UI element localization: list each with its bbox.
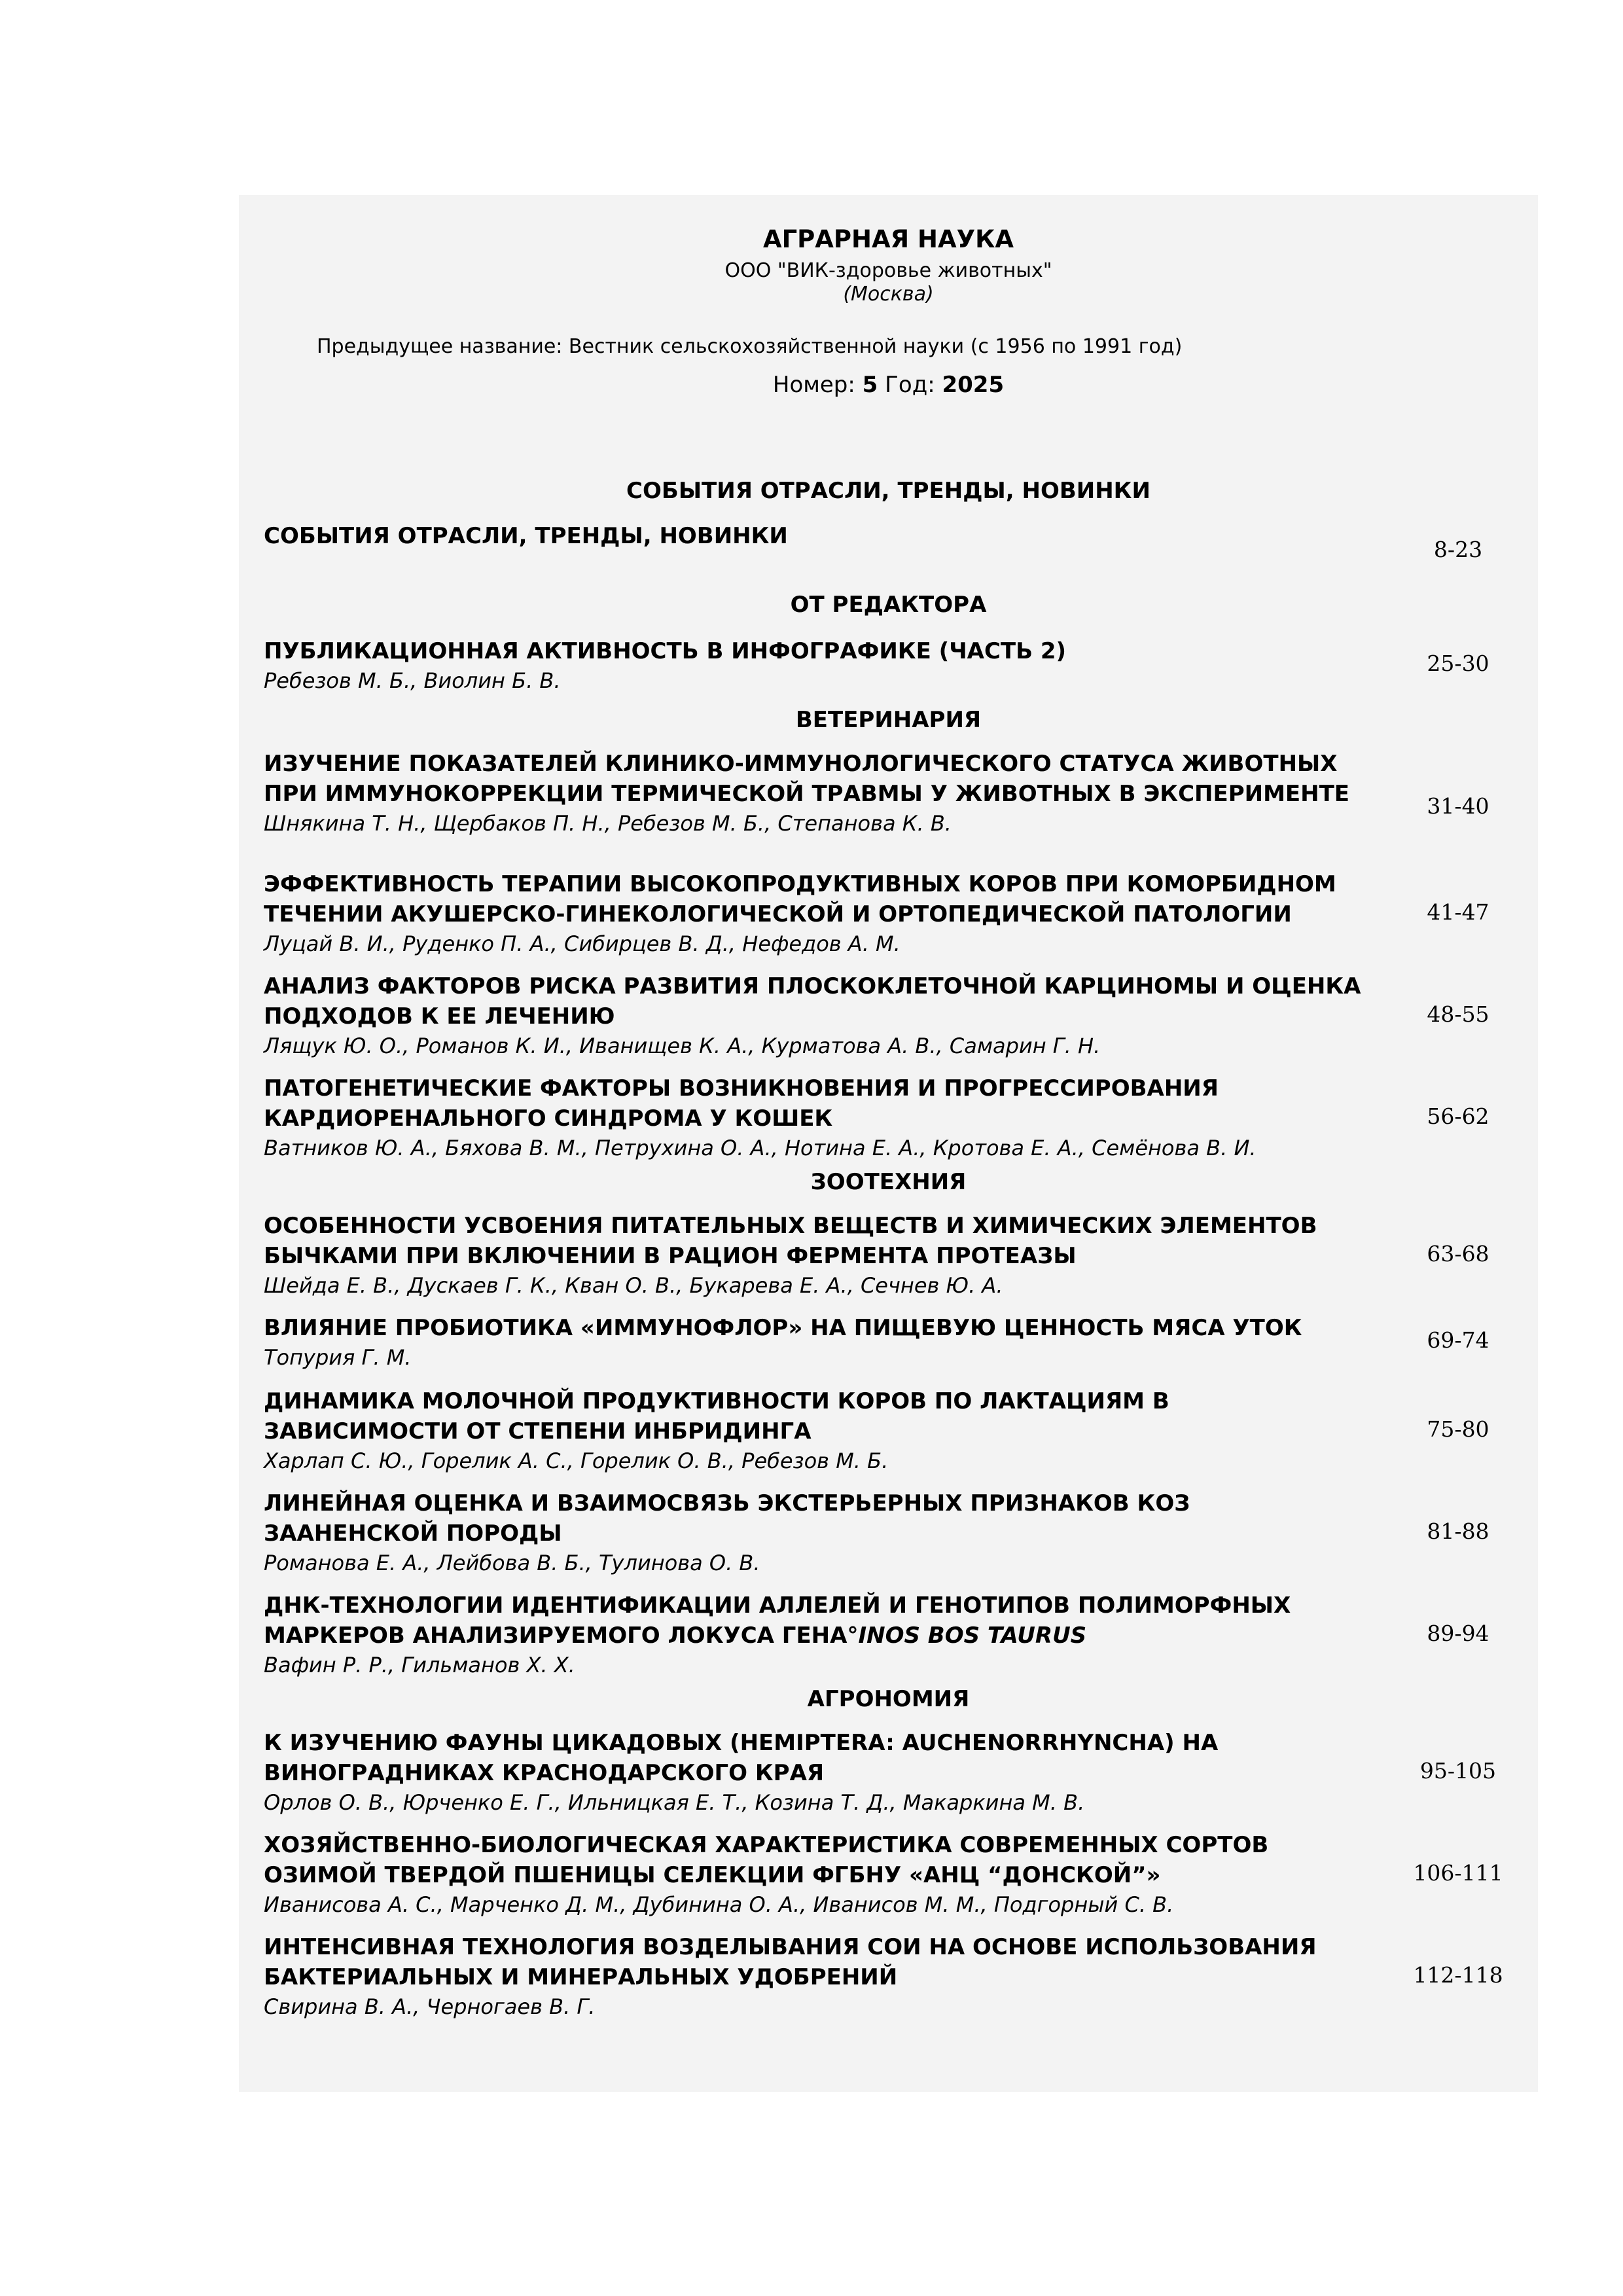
- article-title[interactable]: ДИНАМИКА МОЛОЧНОЙ ПРОДУКТИВНОСТИ КОРОВ ПО ЛАКТАЦИЯМ В ЗАВИСИМОСТИ ОТ СТЕПЕНИ ИНБРИДИНГА: [264, 1388, 1169, 1444]
- section-heading: АГРОНОМИЯ: [807, 1686, 970, 1712]
- article-title[interactable]: ПУБЛИКАЦИОННАЯ АКТИВНОСТЬ В ИНФОГРАФИКЕ (ЧАСТЬ 2): [264, 638, 1067, 664]
- toc-entry[interactable]: [264, 1211, 1494, 1300]
- toc-entry[interactable]: [264, 1386, 1494, 1475]
- article-pages: 63-68: [1427, 1241, 1489, 1266]
- article-authors: Свирина В. А., Черногаев В. Г.: [264, 1994, 596, 2019]
- article-pages: 48-55: [1427, 1001, 1489, 1027]
- article-title[interactable]: ИЗУЧЕНИЕ ПОКАЗАТЕЛЕЙ КЛИНИКО-ИММУНОЛОГИЧЕСКОГО СТАТУСА ЖИВОТНЫХ ПРИ ИММУНОКОРРЕКЦИИ ТЕРМИЧЕСКОЙ ТРАВМЫ У ЖИВОТНЫХ В ЭКСПЕРИМЕНТЕ: [264, 751, 1350, 807]
- article-pages: 81-88: [1427, 1518, 1489, 1544]
- table-of-contents-page: [239, 195, 1538, 2092]
- article-authors: Шнякина Т. Н., Щербаков П. Н., Ребезов М. Б., Степанова К. В.: [264, 811, 952, 836]
- article-authors: Лящук Ю. О., Романов К. И., Иванищев К. А., Курматова А. В., Самарин Г. Н.: [264, 1033, 1101, 1058]
- toc-entry[interactable]: [264, 1728, 1497, 1817]
- article-title[interactable]: ХОЗЯЙСТВЕННО-БИОЛОГИЧЕСКАЯ ХАРАКТЕРИСТИКА СОВРЕМЕННЫХ СОРТОВ ОЗИМОЙ ТВЕРДОЙ ПШЕНИЦЫ СЕЛЕКЦИИ ФГБНУ «АНЦ “ДОНСКОЙ”»: [264, 1832, 1269, 1888]
- article-authors: Вафин Р. Р., Гильманов Х. Х.: [264, 1653, 575, 1677]
- issue-year: 2025: [942, 372, 1005, 398]
- article-pages: 106-111: [1413, 1860, 1503, 1886]
- section-heading: ВЕТЕРИНАРИЯ: [795, 707, 982, 733]
- article-authors: Ватников Ю. А., Бяхова В. М., Петрухина О. А., Нотина Е. А., Кротова Е. А., Семёнова В. И.: [264, 1136, 1257, 1160]
- article-pages: 56-62: [1427, 1103, 1489, 1129]
- toc-entry[interactable]: [264, 971, 1494, 1060]
- article-title[interactable]: СОБЫТИЯ ОТРАСЛИ, ТРЕНДЫ, НОВИНКИ: [264, 523, 788, 549]
- article-authors: Топурия Г. М.: [264, 1345, 412, 1370]
- year-label: Год:: [885, 372, 935, 398]
- article-authors: Луцай В. И., Руденко П. А., Сибирцев В. Д., Нефедов А. М.: [264, 931, 901, 956]
- article-authors: Ребезов М. Б., Виолин Б. В.: [264, 668, 561, 693]
- toc-entry[interactable]: [264, 1590, 1494, 1679]
- toc-entry[interactable]: [264, 1073, 1494, 1162]
- toc-entry[interactable]: [264, 869, 1494, 958]
- article-pages: 69-74: [1427, 1327, 1489, 1353]
- toc-entry[interactable]: [264, 1932, 1503, 2021]
- article-authors: Орлов О. В., Юрченко Е. Г., Ильницкая Е. Т., Козина Т. Д., Макаркина М. В.: [264, 1790, 1085, 1815]
- article-pages: 112-118: [1413, 1962, 1503, 1988]
- toc-entry[interactable]: [264, 636, 1494, 695]
- publisher-city: (Москва): [843, 283, 934, 306]
- toc-entry[interactable]: [264, 521, 1494, 562]
- article-title[interactable]: К ИЗУЧЕНИЮ ФАУНЫ ЦИКАДОВЫХ (HEMIPTERA: AUCHENORRHYNCHA) НА ВИНОГРАДНИКАХ КРАСНОДАРСКОГО КРАЯ: [264, 1730, 1219, 1786]
- section-heading: ОТ РЕДАКТОРА: [790, 592, 987, 618]
- article-title[interactable]: ОСОБЕННОСТИ УСВОЕНИЯ ПИТАТЕЛЬНЫХ ВЕЩЕСТВ И ХИМИЧЕСКИХ ЭЛЕМЕНТОВ БЫЧКАМИ ПРИ ВКЛЮЧЕНИИ В РАЦИОН ФЕРМЕНТА ПРОТЕАЗЫ: [264, 1213, 1317, 1269]
- article-pages: 95-105: [1419, 1758, 1497, 1784]
- toc-entry[interactable]: [264, 749, 1494, 838]
- issue-number: 5: [862, 372, 878, 398]
- journal-title: АГРАРНАЯ НАУКА: [762, 225, 1014, 253]
- toc-entry[interactable]: [264, 1488, 1494, 1577]
- article-title[interactable]: [264, 1590, 1370, 1651]
- article-title[interactable]: ПАТОГЕНЕТИЧЕСКИЕ ФАКТОРЫ ВОЗНИКНОВЕНИЯ И ПРОГРЕССИРОВАНИЯ КАРДИОРЕНАЛЬНОГО СИНДРОМА У КОШЕК: [264, 1075, 1219, 1132]
- toc-entry[interactable]: [264, 1830, 1503, 1919]
- article-pages: 41-47: [1427, 899, 1489, 925]
- issue-label: Номер:: [772, 372, 855, 398]
- article-title-italic: INOS BOS TAURUS: [858, 1623, 1087, 1649]
- article-title-text: ДНК-ТЕХНОЛОГИИ ИДЕНТИФИКАЦИИ АЛЛЕЛЕЙ И ГЕНОТИПОВ ПОЛИМОРФНЫХ МАРКЕРОВ АНАЛИЗИРУЕМОГО ЛОКУСА ГЕНА°: [264, 1592, 1291, 1649]
- article-title[interactable]: ВЛИЯНИЕ ПРОБИОТИКА «ИММУНОФЛОР» НА ПИЩЕВУЮ ЦЕННОСТЬ МЯСА УТОК: [264, 1315, 1302, 1341]
- article-title[interactable]: АНАЛИЗ ФАКТОРОВ РИСКА РАЗВИТИЯ ПЛОСКОКЛЕТОЧНОЙ КАРЦИНОМЫ И ОЦЕНКА ПОДХОДОВ К ЕЕ ЛЕЧЕНИЮ: [264, 973, 1361, 1030]
- article-pages: 75-80: [1427, 1416, 1489, 1442]
- toc-entry[interactable]: [264, 1313, 1494, 1372]
- article-pages: 89-94: [1427, 1621, 1489, 1646]
- article-title[interactable]: ИНТЕНСИВНАЯ ТЕХНОЛОГИЯ ВОЗДЕЛЫВАНИЯ СОИ НА ОСНОВЕ ИСПОЛЬЗОВАНИЯ БАКТЕРИАЛЬНЫХ И МИНЕРАЛЬНЫХ УДОБРЕНИЙ: [264, 1934, 1317, 1990]
- article-authors: Харлап С. Ю., Горелик А. С., Горелик О. В., Ребезов М. Б.: [264, 1448, 889, 1473]
- section-heading: ЗООТЕХНИЯ: [810, 1169, 967, 1195]
- article-pages: 8-23: [1433, 537, 1483, 562]
- article-authors: Иванисова А. С., Марченко Д. М., Дубинина О. А., Иванисов М. М., Подгорный С. В.: [264, 1892, 1174, 1917]
- article-title[interactable]: ЭФФЕКТИВНОСТЬ ТЕРАПИИ ВЫСОКОПРОДУКТИВНЫХ КОРОВ ПРИ КОМОРБИДНОМ ТЕЧЕНИИ АКУШЕРСКО-ГИНЕКОЛОГИЧЕСКОЙ И ОРТОПЕДИЧЕСКОЙ ПАТОЛОГИИ: [264, 871, 1336, 927]
- article-pages: 31-40: [1427, 793, 1489, 819]
- section-heading: СОБЫТИЯ ОТРАСЛИ, ТРЕНДЫ, НОВИНКИ: [626, 478, 1150, 504]
- publisher-name: ООО "ВИК-здоровье животных": [724, 259, 1052, 282]
- article-pages: 25-30: [1427, 651, 1489, 676]
- article-authors: Романова Е. А., Лейбова В. Б., Тулинова О. В.: [264, 1551, 760, 1575]
- article-authors: Шейда Е. В., Дускаев Г. К., Кван О. В., Букарева Е. А., Сечнев Ю. А.: [264, 1273, 1003, 1298]
- article-title[interactable]: ЛИНЕЙНАЯ ОЦЕНКА И ВЗАИМОСВЯЗЬ ЭКСТЕРЬЕРНЫХ ПРИЗНАКОВ КОЗ ЗААНЕНСКОЙ ПОРОДЫ: [264, 1490, 1190, 1547]
- issue-line: [239, 372, 1538, 398]
- previous-journal-name: Предыдущее название: Вестник сельскохозяйственной науки (с 1956 по 1991 год): [317, 335, 1183, 358]
